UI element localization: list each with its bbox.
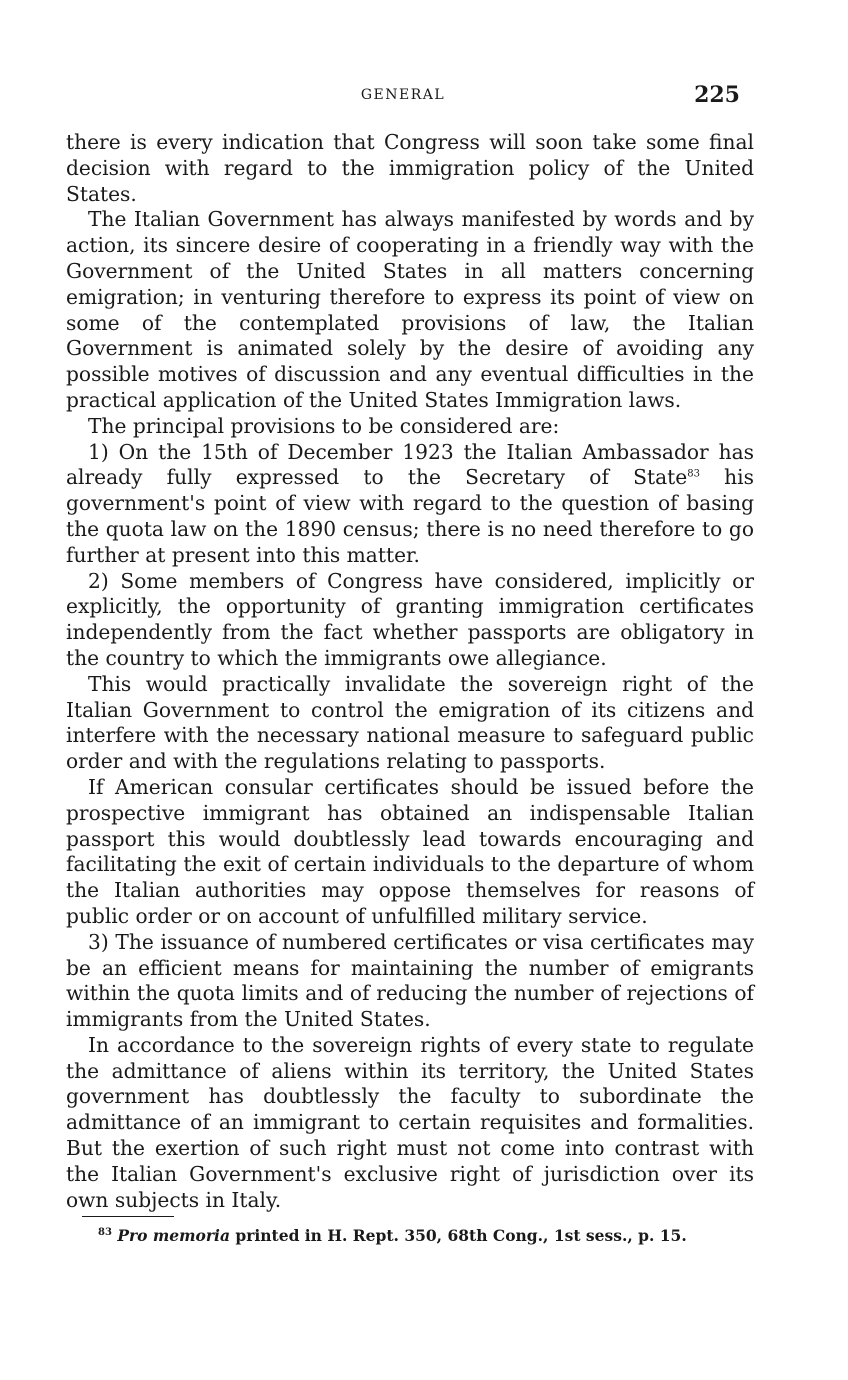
provision-1-text-continued: his government's point of view with regard to the question of basing the quota law on the 1890 census; there is no need therefore to go further at present into this matter.	[66, 465, 754, 567]
footnote-reference[interactable]: 83	[687, 468, 700, 480]
footnote-marker: 83	[98, 1226, 112, 1238]
footnote-text: printed in H. Rept. 350, 68th Cong., 1st sess., p. 15.	[229, 1226, 687, 1245]
paragraph-consular-certificates: If American consular certificates should be issued before the prospective immigrant has obtained an indispensable Italian passport this would doubtlessly lead towards encouraging and facilitating the exit of certain individuals to the departure of whom the Italian authorities may oppose themselves for reasons of public order or on account of unfulfilled military service.	[66, 774, 754, 928]
footnote-rule	[82, 1216, 174, 1217]
paragraph-sovereign-right: This would practically invalidate the sovereign right of the Italian Government to control the emigration of its citizens and interfere with the necessary national measure to safeguard public order and with the regulations relating to passports.	[66, 671, 754, 774]
paragraph-principal-provisions: The principal provisions to be considered are:	[88, 413, 560, 438]
body-text	[66, 130, 754, 1213]
paragraph-sovereign-rights-admittance: In accordance to the sovereign rights of every state to regulate the admittance of aliens within its territory, the United States government has doubtlessly the faculty to subordinate the admittance of an immigrant to certain requisites and formalities. But the exertion of such right must not come into contrast with the Italian Government's exclusive right of jurisdiction over its own subjects in Italy.	[66, 1032, 754, 1212]
paragraph-provision-3: 3) The issuance of numbered certificates or visa certificates may be an efficient means for maintaining the number of emigrants within the quota limits and of reducing the number of rejections of immigrants from the United States.	[66, 929, 754, 1032]
paragraph-provision-2: 2) Some members of Congress have considered, implicitly or explicitly, the opportunity of granting immigration certificates independently from the fact whether passports are obligatory in the country to which the immigrants owe allegiance.	[66, 568, 754, 670]
paragraph-provision-1	[66, 440, 754, 569]
running-head: GENERAL	[360, 87, 446, 103]
paragraph-italian-government-desire: The Italian Government has always manifested by words and by action, its sincere desire of cooperating in a friendly way with the Government of the United States in all matters concerning emigration; in venturing therefore to express its point of view on some of the contemplated provisions of law, the Italian Government is animated solely by the desire of avoiding any possible motives of discussion and any eventual difficulties in the practical application of the United States Immigration laws.	[66, 207, 754, 412]
page-header	[66, 82, 740, 112]
paragraph-continuation: there is every indication that Congress will soon take some final decision with regard to the immigration policy of the United States.	[66, 130, 754, 206]
footnote-title: Pro memoria	[117, 1226, 230, 1245]
footnote	[98, 1226, 748, 1246]
provision-1-text: 1) On the 15th of December 1923 the Italian Ambassador has already fully expressed to the Secretary of State	[66, 439, 754, 490]
page-number: 225	[694, 82, 740, 108]
